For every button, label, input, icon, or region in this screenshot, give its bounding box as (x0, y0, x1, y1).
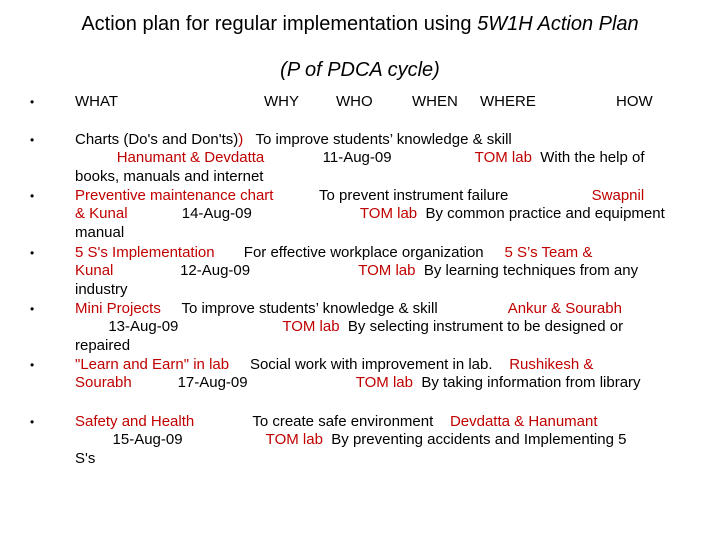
list-item-cont: Sourabh 17-Aug-09 TOM lab By taking information from library (75, 374, 641, 391)
list-item-cont: S's (75, 450, 96, 467)
list-item: Charts (Do's and Don'ts)) To improve students’ knowledge & skill (75, 131, 512, 148)
list-item-cont: Hanumant & Devdatta 11-Aug-09 TOM lab With the help of (116, 149, 645, 166)
bullet: • (30, 358, 35, 372)
header-who: WHO (336, 93, 373, 110)
list-item-cont: manual (75, 224, 125, 241)
bullet: • (30, 189, 35, 203)
header-what: WHAT (75, 93, 119, 110)
list-item-cont: & Kunal 14-Aug-09 TOM lab By common practice and equipment (75, 205, 665, 222)
list-item-cont: industry (75, 281, 128, 298)
list-item-cont: books, manuals and internet (75, 168, 264, 185)
list-item: Preventive maintenance chart To prevent instrument failure Swapnil (75, 187, 645, 204)
bullet: • (30, 246, 35, 260)
list-item: Mini Projects To improve students’ knowledge & skill Ankur & Sourabh (75, 300, 622, 317)
header-when: WHEN (412, 93, 458, 110)
bullet: • (30, 95, 35, 109)
bullet: • (30, 302, 35, 316)
slide-subtitle: (P of PDCA cycle) (280, 59, 440, 81)
title-emphasis: 5W1H Action Plan (477, 13, 639, 35)
list-item-cont: repaired (75, 337, 131, 354)
list-item: Safety and Health To create safe environment Devdatta & Hanumant (75, 413, 598, 430)
header-how: HOW (616, 93, 653, 110)
list-item: 5 S's Implementation For effective workplace organization 5 S’s Team & (75, 244, 593, 261)
header-why: WHY (264, 93, 299, 110)
header-where: WHERE (480, 93, 536, 110)
list-item-cont: 15-Aug-09 TOM lab By preventing accidents and Implementing 5 (112, 431, 627, 448)
list-item-cont: Kunal 12-Aug-09 TOM lab By learning techniques from any (75, 262, 639, 279)
list-item: "Learn and Earn" in lab Social work with improvement in lab. Rushikesh & (75, 356, 594, 373)
list-item-cont: 13-Aug-09 TOM lab By selecting instrument to be designed or (108, 318, 624, 335)
bullet: • (30, 133, 35, 147)
bullet: • (30, 415, 35, 429)
slide-title: Action plan for regular implementation using 5W1H Action Plan (81, 13, 639, 35)
